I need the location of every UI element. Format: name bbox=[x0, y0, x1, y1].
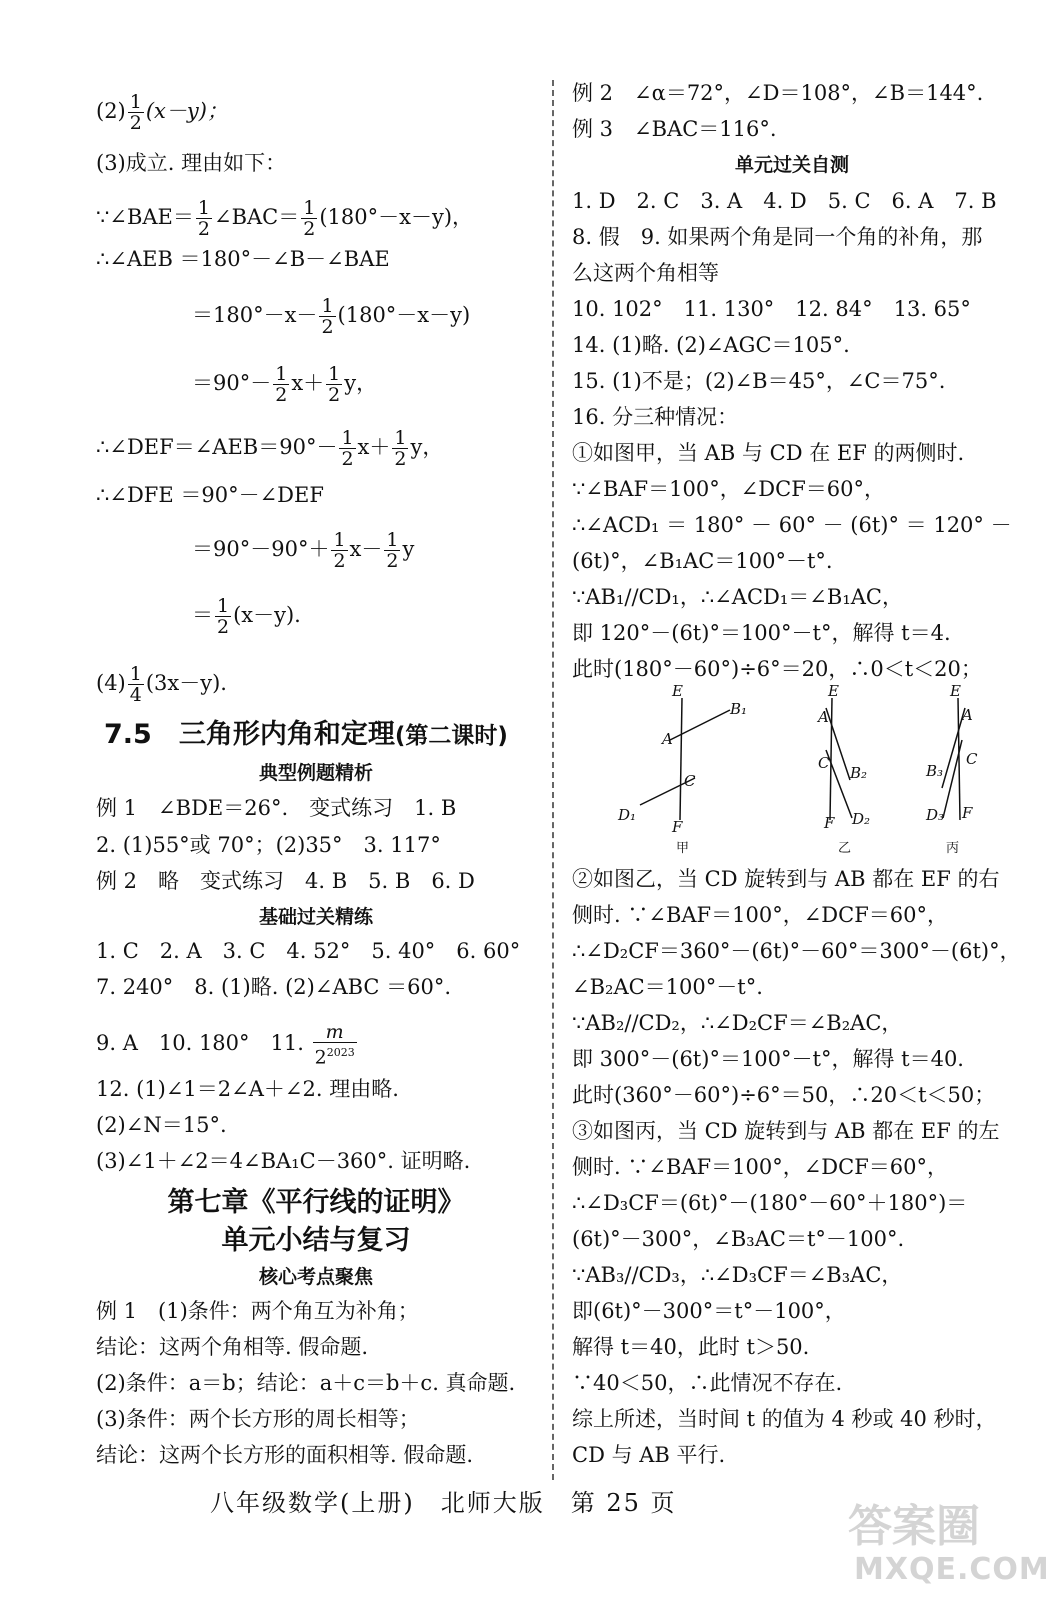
fig-label: F bbox=[962, 804, 973, 822]
answer-line: 结论：这两个长方形的面积相等. 假命题. bbox=[96, 1443, 474, 1467]
fig-label: B₂ bbox=[850, 764, 868, 782]
answer-line: (2)∠N＝15°. bbox=[96, 1113, 227, 1137]
watermark-logo bbox=[840, 1490, 1050, 1600]
answer-line: 9. A 10. 180° 11. $\frac{m}{2^{2023}}$ bbox=[96, 1021, 355, 1069]
answer-line: 侧时. ∵∠BAF＝100°，∠DCF＝60°， bbox=[572, 1155, 948, 1179]
subsection-heading: 典型例题精析 bbox=[258, 762, 373, 784]
fig-label: D₃ bbox=[926, 806, 945, 824]
fig-label: C bbox=[818, 754, 830, 772]
answer-line: (4) $\frac{1}{4}$ (3x－y). bbox=[96, 663, 227, 706]
fig-label: A bbox=[818, 708, 829, 726]
answer-line: 解得 t＝40，此时 t＞50. bbox=[572, 1335, 810, 1359]
answer-line: ∴∠ACD₁ ＝ 180° － 60° － (6t)° ＝ 120° － bbox=[572, 513, 1012, 537]
answer-line: (2) $\frac{1}{2}$ (x－y)； bbox=[96, 91, 228, 134]
answer-line: 14. (1)略. (2)∠AGC＝105°. bbox=[572, 333, 850, 357]
answer-line: ∴∠DFE ＝90°－∠DEF bbox=[96, 483, 324, 507]
chapter-subtitle: 单元小结与复习 bbox=[221, 1225, 411, 1256]
figure-jia bbox=[617, 682, 747, 856]
answer-line: ∴∠D₃CF＝(6t)°－(180°－60°＋180°)＝ bbox=[572, 1191, 968, 1215]
subsection-heading: 单元过关自测 bbox=[734, 154, 849, 176]
answer-line: ③如图丙，当 CD 旋转到与 AB 都在 EF 的左 bbox=[572, 1119, 1000, 1143]
fig-caption: 甲 bbox=[676, 841, 690, 856]
answer-line: 8. 假 9. 如果两个角是同一个角的补角，那 bbox=[572, 225, 983, 249]
answer-line: (3)∠1＋∠2＝4∠BA₁C－360°. 证明略. bbox=[96, 1149, 471, 1173]
answer-line: ＝90°－ $\frac{1}{2}$ x＋ $\frac{1}{2}$ y， bbox=[192, 363, 378, 406]
answer-line: ＝180°－x－ $\frac{1}{2}$ (180°－x－y) bbox=[192, 295, 471, 338]
answer-line: 10. 102° 11. 130° 12. 84° 13. 65° bbox=[572, 297, 971, 321]
subsection-heading: 核心考点聚焦 bbox=[258, 1266, 373, 1288]
answer-line: 7. 240° 8. (1)略. (2)∠ABC ＝60°. bbox=[96, 975, 452, 999]
fig-caption: 丙 bbox=[946, 841, 960, 856]
answer-line: 例 2 ∠α＝72°，∠D＝108°，∠B＝144°. bbox=[572, 81, 984, 105]
subsection-heading: 基础过关精练 bbox=[258, 906, 373, 928]
answer-line: ∵∠BAF＝100°，∠DCF＝60°， bbox=[572, 477, 886, 501]
fig-label: E bbox=[828, 682, 839, 700]
answer-line: ∵AB₁//CD₁，∴∠ACD₁＝∠B₁AC， bbox=[572, 585, 903, 609]
figure-yi bbox=[816, 682, 870, 856]
fig-label: C bbox=[684, 772, 696, 790]
answer-line: (3)成立. 理由如下： bbox=[96, 151, 287, 175]
answer-line: 即 300°－(6t)°＝100°－t°，解得 t＝40. bbox=[572, 1047, 964, 1071]
answer-line: 1. C 2. A 3. C 4. 52° 5. 40° 6. 60° bbox=[96, 939, 521, 963]
page-footer: 八年级数学(上册) 北师大版 第 25 页 bbox=[210, 1489, 677, 1517]
answer-line: 综上所述，当时间 t 的值为 4 秒或 40 秒时， bbox=[572, 1407, 997, 1431]
answer-line: 15. (1)不是；(2)∠B＝45°，∠C＝75°. bbox=[572, 369, 946, 393]
answer-line: 即(6t)°－300°＝t°－100°， bbox=[572, 1299, 846, 1323]
fig-label: C bbox=[966, 750, 978, 768]
fig-label: E bbox=[672, 682, 683, 700]
fig-label: B₃ bbox=[926, 762, 944, 780]
answer-line: 2. (1)55°或 70°；(2)35° 3. 117° bbox=[96, 833, 441, 857]
rotation-figures bbox=[600, 680, 1010, 860]
answer-line: 此时(360°－60°)÷6°＝50，∴20＜t＜50； bbox=[572, 1083, 996, 1107]
fig-label: A bbox=[962, 706, 973, 724]
answer-line: ＝90°－90°＋ $\frac{1}{2}$ x－ $\frac{1}{2}$ y bbox=[192, 529, 415, 572]
fig-label: A bbox=[662, 730, 673, 748]
answer-line: (2)条件：a＝b；结论：a＋c＝b＋c. 真命题. bbox=[96, 1371, 516, 1395]
answer-line: (6t)°，∠B₁AC＝100°－t°. bbox=[572, 549, 833, 573]
answer-line: (3)条件：两个长方形的周长相等； bbox=[96, 1407, 420, 1431]
answer-line: 例 2 略 变式练习 4. B 5. B 6. D bbox=[96, 869, 475, 893]
answer-line: 例 3 ∠BAC＝116°. bbox=[572, 117, 777, 141]
answer-line: ∵AB₃//CD₃，∴∠D₃CF＝∠B₃AC， bbox=[572, 1263, 903, 1287]
fig-label: F bbox=[672, 818, 683, 836]
column-divider bbox=[552, 80, 554, 1480]
answer-line: 此时(180°－60°)÷6°＝20，∴0＜t＜20； bbox=[572, 657, 982, 681]
answer-line: 么这两个角相等 bbox=[572, 261, 719, 285]
answer-line: 结论：这两个角相等. 假命题. bbox=[96, 1335, 369, 1359]
answer-line: ∴∠AEB ＝180°－∠B－∠BAE bbox=[96, 247, 390, 271]
fig-label: D₂ bbox=[852, 810, 871, 828]
answer-line: ＝ $\frac{1}{2}$ (x－y). bbox=[192, 595, 301, 638]
answer-line: ∵∠BAE＝ $\frac{1}{2}$ ∠BAC＝ $\frac{1}{2}$ (180°－x－y)， bbox=[96, 197, 474, 240]
answer-line: 例 1 ∠BDE＝26°. 变式练习 1. B bbox=[96, 796, 457, 820]
fig-caption: 乙 bbox=[838, 841, 852, 856]
answer-line: ∴∠DEF＝∠AEB＝90°－ $\frac{1}{2}$ x＋ $\frac{1}{2}$ y， bbox=[96, 427, 444, 470]
answer-line: 16. 分三种情况： bbox=[572, 405, 739, 429]
fig-label: E bbox=[950, 682, 961, 700]
watermark-url: MXQE.COM bbox=[854, 1552, 1050, 1587]
answer-line: ∠B₂AC＝100°－t°. bbox=[572, 975, 763, 999]
fig-label: D₁ bbox=[618, 806, 637, 824]
figure-bing bbox=[925, 682, 978, 856]
answer-line: 即 120°－(6t)°＝100°－t°，解得 t＝4. bbox=[572, 621, 951, 645]
answer-line: ②如图乙，当 CD 旋转到与 AB 都在 EF 的右 bbox=[572, 867, 1000, 891]
chapter-title: 第七章《平行线的证明》 bbox=[167, 1187, 465, 1218]
watermark-text: 答案圈 bbox=[848, 1501, 980, 1552]
answer-line: 侧时. ∵∠BAF＝100°，∠DCF＝60°， bbox=[572, 903, 948, 927]
answer-line: ∴∠D₂CF＝360°－(6t)°－60°＝300°－(6t)°， bbox=[572, 939, 1021, 963]
answer-line: 例 1 (1)条件：两个角互为补角； bbox=[96, 1299, 419, 1323]
answer-line: ∵40＜50，∴此情况不存在. bbox=[572, 1371, 843, 1395]
section-heading: 7.5 三角形内角和定理(第二课时) bbox=[104, 719, 508, 750]
fig-label: F bbox=[824, 814, 835, 832]
answer-line: CD 与 AB 平行. bbox=[572, 1443, 726, 1467]
fig-label: B₁ bbox=[730, 700, 748, 718]
answer-line: ∵AB₂//CD₂，∴∠D₂CF＝∠B₂AC， bbox=[572, 1011, 903, 1035]
answer-line: 12. (1)∠1＝2∠A＋∠2. 理由略. bbox=[96, 1077, 399, 1101]
answer-line: (6t)°－300°，∠B₃AC＝t°－100°. bbox=[572, 1227, 905, 1251]
answer-line: 1. D 2. C 3. A 4. D 5. C 6. A 7. B bbox=[572, 189, 997, 213]
answer-line: ①如图甲，当 AB 与 CD 在 EF 的两侧时. bbox=[572, 441, 965, 465]
